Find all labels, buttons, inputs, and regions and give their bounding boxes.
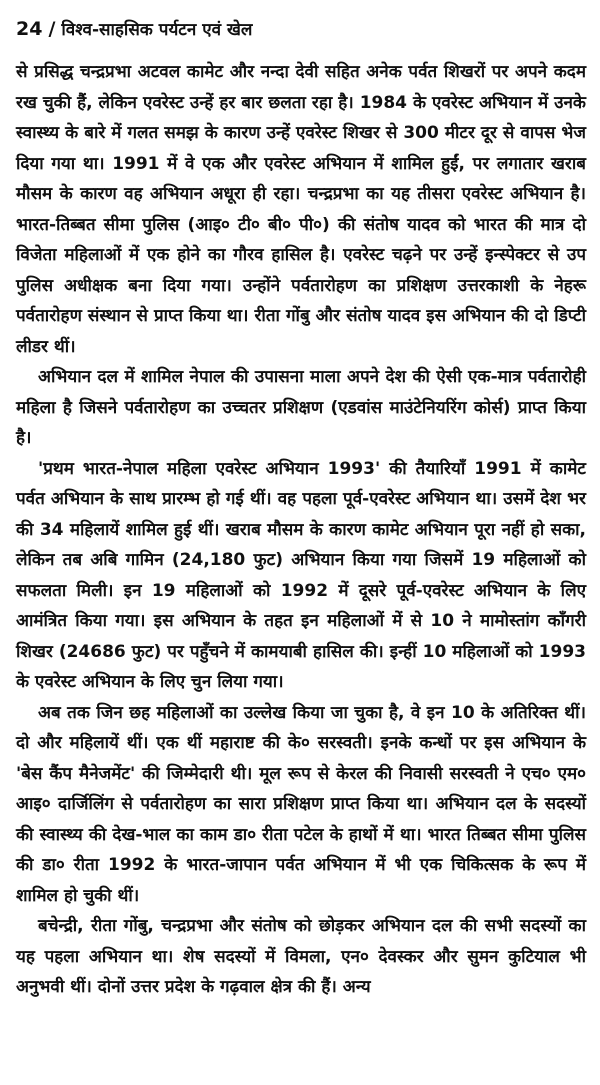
header-separator: / bbox=[48, 18, 56, 40]
paragraph-3: 'प्रथम भारत-नेपाल महिला एवरेस्ट अभियान 1993' की तैयारियाँ 1991 में कामेट पर्वत अभियान के साथ प्रारम्भ हो गई थीं। वह पहला पूर्व-एवरेस्ट अभियान था। उसमें देश भर की 34 महिलायें शामिल हुई थीं। खराब मौसम के कारण कामेट अभियान पूरा नहीं हो सका, लेकिन तब अबि गामिन (24,180 फुट) अभियान किया गया जिसमें 19 महिलाओं को सफलता मिली। इन 19 महिलाओं को 1992 में दूसरे पूर्व-एवरेस्ट अभियान के लिए आमंत्रित किया गया। इस अभियान के तहत इन महिलाओं में से 10 ने मामोस्तांग काँगरी शिखर (24686 फुट) पर पहुँचने में कामयाबी हासिल की। इन्हीं 10 महिलाओं को 1993 के एवरेस्ट अभियान के लिए चुन लिया गया। bbox=[16, 458, 586, 692]
paragraph-4: अब तक जिन छह महिलाओं का उल्लेख किया जा चुका है, वे इन 10 के अतिरिक्त थीं। दो और महिलायें थीं। एक थीं महाराष्ट की के० सरस्वती। इनके कन्धों पर इस अभियान के 'बेस कैंप मैनेजमेंट' की जिम्मेदारी थी। मूल रूप से केरल की निवासी सरस्वती ने एच० एम० आइ० दार्जिलिंग से पर्वतारोहण का सारा प्रशिक्षण प्राप्त किया था। अभियान दल के सदस्यों की स्वास्थ्य की देख-भाल का काम डा० रीता पटेल के हाथों में था। भारत तिब्बत सीमा पुलिस की डा० रीता 1992 के भारत-जापान पर्वत अभियान में भी एक चिकित्सक के रूप में शामिल हो चुकी थीं। bbox=[16, 702, 586, 906]
page-number: 24 bbox=[16, 18, 43, 40]
paragraph-1: से प्रसिद्ध चन्द्रप्रभा अटवल कामेट और नन्दा देवी सहित अनेक पर्वत शिखरों पर अपने कदम रख चुकी हैं, लेकिन एवरेस्ट उन्हें हर बार छलता रहा है। 1984 के एवरेस्ट अभियान में उनके स्वास्थ्य के बारे में गलत समझ के कारण उन्हें एवरेस्ट शिखर से 300 मीटर दूर से वापस भेज दिया गया था। 1991 में वे एक और एवरेस्ट अभियान में शामिल हुईं, पर लगातार खराब मौसम के कारण वह अभियान अधूरा ही रहा। चन्द्रप्रभा का यह तीसरा एवरेस्ट अभियान है। भारत-तिब्बत सीमा पुलिस (आइ० टी० बी० पी०) की संतोष यादव को भारत की मात्र दो विजेता महिलाओं में एक होने का गौरव हासिल है। एवरेस्ट चढ़ने पर उन्हें इन्स्पेक्टर से उप पुलिस अधीक्षक बना दिया गया। उन्होंने पर्वतारोहण का प्रशिक्षण उत्तरकाशी के नेहरू पर्वतारोहण संस्थान से प्राप्त किया था। रीता गोंबु और संतोष यादव इस अभियान की दो डिप्टी लीडर थीं। bbox=[16, 62, 586, 357]
running-title: विश्व-साहसिक पर्यटन एवं खेल bbox=[61, 20, 253, 40]
paragraph-5: बचेन्द्री, रीता गोंबु, चन्द्रप्रभा और संतोष को छोड़कर अभियान दल की सभी सदस्यों का यह पहला अभियान था। शेष सदस्यों में विमला, एन० देवस्कर और सुमन कुटियाल भी अनुभवी थीं। दोनों उत्तर प्रदेश के गढ़वाल क्षेत्र की हैं। अन्य bbox=[16, 916, 586, 997]
body-text bbox=[16, 57, 586, 1003]
page-header bbox=[16, 16, 586, 43]
paragraph-2: अभियान दल में शामिल नेपाल की उपासना माला अपने देश की ऐसी एक-मात्र पर्वतारोही महिला है जिसने पर्वतारोहण का उच्चतर प्रशिक्षण (एडवांस माउंटेनियरिंग कोर्स) प्राप्त किया है। bbox=[16, 367, 586, 448]
